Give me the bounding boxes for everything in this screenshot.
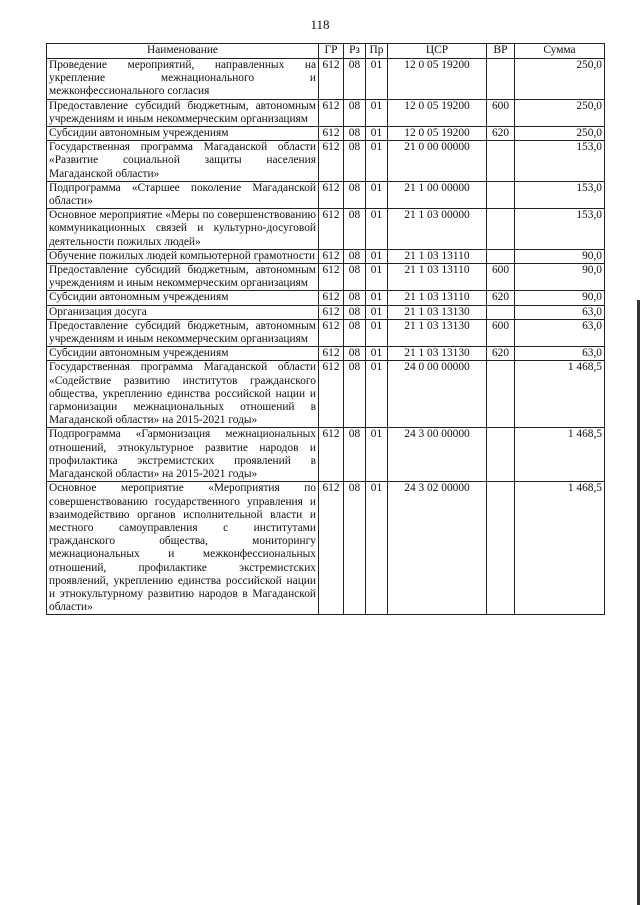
row-rz: 08 xyxy=(344,347,366,361)
row-pr: 01 xyxy=(366,59,388,100)
row-csr: 12 0 05 19200 xyxy=(388,99,487,126)
row-rz: 08 xyxy=(344,428,366,482)
row-pr: 01 xyxy=(366,305,388,319)
row-rz: 08 xyxy=(344,249,366,263)
row-pr: 01 xyxy=(366,181,388,208)
row-rz: 08 xyxy=(344,99,366,126)
row-pr: 01 xyxy=(366,361,388,428)
row-gr: 612 xyxy=(319,361,344,428)
table-row xyxy=(47,291,605,305)
header-name: Наименование xyxy=(47,44,319,59)
row-sum: 63,0 xyxy=(515,305,605,319)
row-csr: 21 1 03 13110 xyxy=(388,291,487,305)
row-name: Основное мероприятие «Меры по совершенствованию коммуникационных связей и культурно-досуговой деятельности пожилых людей» xyxy=(47,209,319,250)
row-vr xyxy=(487,59,515,100)
table-header-row xyxy=(47,44,605,59)
table-row xyxy=(47,127,605,141)
row-gr: 612 xyxy=(319,209,344,250)
row-gr: 612 xyxy=(319,428,344,482)
row-name: Субсидии автономным учреждениям xyxy=(47,127,319,141)
row-csr: 21 1 03 13130 xyxy=(388,319,487,346)
row-csr: 24 3 02 00000 xyxy=(388,482,487,615)
table-row xyxy=(47,361,605,428)
row-name: Предоставление субсидий бюджетным, автономным учреждениям и иным некоммерческим организациям xyxy=(47,264,319,291)
row-rz: 08 xyxy=(344,141,366,182)
row-gr: 612 xyxy=(319,127,344,141)
row-pr: 01 xyxy=(366,264,388,291)
row-pr: 01 xyxy=(366,291,388,305)
table-row xyxy=(47,482,605,615)
header-vr: ВР xyxy=(487,44,515,59)
table-row xyxy=(47,181,605,208)
table-row xyxy=(47,264,605,291)
row-csr: 12 0 05 19200 xyxy=(388,59,487,100)
row-csr: 21 1 03 13110 xyxy=(388,249,487,263)
row-gr: 612 xyxy=(319,319,344,346)
row-gr: 612 xyxy=(319,59,344,100)
table-row xyxy=(47,59,605,100)
row-name: Субсидии автономным учреждениям xyxy=(47,291,319,305)
row-sum: 90,0 xyxy=(515,264,605,291)
row-gr: 612 xyxy=(319,291,344,305)
row-vr: 620 xyxy=(487,347,515,361)
row-sum: 153,0 xyxy=(515,209,605,250)
row-vr: 600 xyxy=(487,319,515,346)
row-gr: 612 xyxy=(319,347,344,361)
row-pr: 01 xyxy=(366,482,388,615)
row-vr xyxy=(487,141,515,182)
row-vr xyxy=(487,181,515,208)
row-csr: 24 3 00 00000 xyxy=(388,428,487,482)
row-name: Организация досуга xyxy=(47,305,319,319)
header-gr: ГР xyxy=(319,44,344,59)
row-vr: 600 xyxy=(487,99,515,126)
row-pr: 01 xyxy=(366,99,388,126)
row-name: Предоставление субсидий бюджетным, автономным учреждениям и иным некоммерческим организациям xyxy=(47,99,319,126)
row-gr: 612 xyxy=(319,99,344,126)
header-csr: ЦСР xyxy=(388,44,487,59)
row-csr: 24 0 00 00000 xyxy=(388,361,487,428)
row-gr: 612 xyxy=(319,141,344,182)
table-row xyxy=(47,319,605,346)
header-pr: Пр xyxy=(366,44,388,59)
row-gr: 612 xyxy=(319,181,344,208)
row-csr: 12 0 05 19200 xyxy=(388,127,487,141)
row-sum: 1 468,5 xyxy=(515,361,605,428)
row-rz: 08 xyxy=(344,319,366,346)
row-vr xyxy=(487,209,515,250)
row-vr: 620 xyxy=(487,127,515,141)
row-sum: 90,0 xyxy=(515,249,605,263)
row-rz: 08 xyxy=(344,181,366,208)
row-csr: 21 0 00 00000 xyxy=(388,141,487,182)
row-vr xyxy=(487,482,515,615)
row-rz: 08 xyxy=(344,264,366,291)
row-name: Проведение мероприятий, направленных на укрепление межнационального и межконфессионального согласия xyxy=(47,59,319,100)
table-row xyxy=(47,305,605,319)
row-pr: 01 xyxy=(366,141,388,182)
row-sum: 250,0 xyxy=(515,99,605,126)
row-sum: 250,0 xyxy=(515,59,605,100)
row-name: Обучение пожилых людей компьютерной грамотности xyxy=(47,249,319,263)
row-csr: 21 1 03 00000 xyxy=(388,209,487,250)
row-gr: 612 xyxy=(319,482,344,615)
row-vr: 620 xyxy=(487,291,515,305)
row-rz: 08 xyxy=(344,291,366,305)
row-name: Государственная программа Магаданской области «Содействие развитию институтов гражданского общества, укреплению единства российской нации и гармонизации межнациональных отношений в Магаданской области» на 2015-2021 годы» xyxy=(47,361,319,428)
row-pr: 01 xyxy=(366,347,388,361)
row-rz: 08 xyxy=(344,305,366,319)
row-vr xyxy=(487,249,515,263)
row-rz: 08 xyxy=(344,361,366,428)
row-sum: 63,0 xyxy=(515,319,605,346)
row-name: Предоставление субсидий бюджетным, автономным учреждениям и иным некоммерческим организациям xyxy=(47,319,319,346)
header-sum: Сумма xyxy=(515,44,605,59)
row-pr: 01 xyxy=(366,428,388,482)
row-gr: 612 xyxy=(319,264,344,291)
row-name: Подпрограмма «Старшее поколение Магаданской области» xyxy=(47,181,319,208)
row-pr: 01 xyxy=(366,319,388,346)
row-rz: 08 xyxy=(344,209,366,250)
table-row xyxy=(47,428,605,482)
row-rz: 08 xyxy=(344,59,366,100)
row-pr: 01 xyxy=(366,209,388,250)
row-sum: 153,0 xyxy=(515,181,605,208)
row-sum: 63,0 xyxy=(515,347,605,361)
row-name: Субсидии автономным учреждениям xyxy=(47,347,319,361)
row-sum: 90,0 xyxy=(515,291,605,305)
row-csr: 21 1 00 00000 xyxy=(388,181,487,208)
row-sum: 153,0 xyxy=(515,141,605,182)
row-vr xyxy=(487,361,515,428)
row-vr: 600 xyxy=(487,264,515,291)
row-rz: 08 xyxy=(344,127,366,141)
row-name: Основное мероприятие «Мероприятия по совершенствованию государственного управления и взаимодействию органов исполнительной власти и местного самоуправления с институтами гражданского общества, мониторингу межнациональных и межконфессиональных отношений, профилактике экстремистских проявлений, укреплению единства российской нации и этнокультурному развитию народов в Магаданской области» xyxy=(47,482,319,615)
row-sum: 1 468,5 xyxy=(515,482,605,615)
row-name: Государственная программа Магаданской области «Развитие социальной защиты населения Магаданской области» xyxy=(47,141,319,182)
row-csr: 21 1 03 13130 xyxy=(388,305,487,319)
table-row xyxy=(47,347,605,361)
table-row xyxy=(47,141,605,182)
header-rz: Рз xyxy=(344,44,366,59)
table-row xyxy=(47,99,605,126)
row-gr: 612 xyxy=(319,305,344,319)
row-gr: 612 xyxy=(319,249,344,263)
row-name: Подпрограмма «Гармонизация межнациональных отношений, этнокультурное развитие народов и профилактика экстремистских проявлений в Магаданской области» на 2015-2021 годы» xyxy=(47,428,319,482)
row-csr: 21 1 03 13110 xyxy=(388,264,487,291)
table-row xyxy=(47,249,605,263)
row-rz: 08 xyxy=(344,482,366,615)
row-vr xyxy=(487,305,515,319)
row-sum: 250,0 xyxy=(515,127,605,141)
budget-table xyxy=(46,43,605,615)
row-csr: 21 1 03 13130 xyxy=(388,347,487,361)
row-pr: 01 xyxy=(366,127,388,141)
page-number: 118 xyxy=(310,17,330,32)
row-vr xyxy=(487,428,515,482)
row-sum: 1 468,5 xyxy=(515,428,605,482)
row-pr: 01 xyxy=(366,249,388,263)
table-row xyxy=(47,209,605,250)
